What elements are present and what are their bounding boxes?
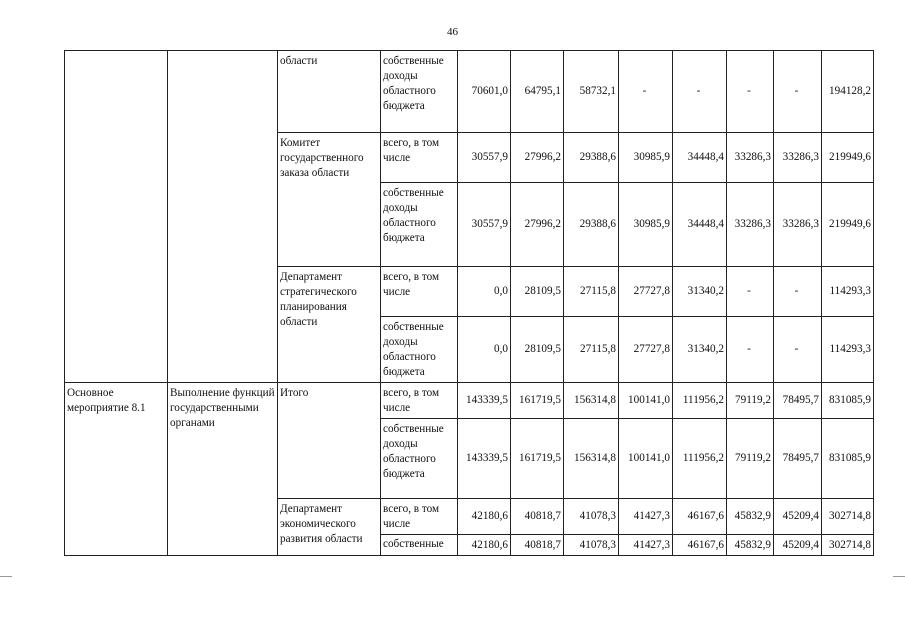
value-cell: 40818,7 bbox=[511, 535, 564, 556]
value-cell: 28109,5 bbox=[511, 267, 564, 317]
value-cell: 45832,9 bbox=[727, 535, 774, 556]
value-cell: 156314,8 bbox=[564, 383, 619, 419]
total-cell: 194128,2 bbox=[822, 51, 874, 133]
source-cell: собственные доходы областного бюджета bbox=[381, 183, 458, 267]
measure-cell bbox=[65, 51, 168, 383]
scan-edge-mark-left bbox=[0, 576, 12, 577]
value-cell: 30557,9 bbox=[458, 183, 511, 267]
total-cell: 831085,9 bbox=[822, 419, 874, 499]
value-cell: 46167,6 bbox=[673, 535, 727, 556]
value-cell: 100141,0 bbox=[619, 419, 673, 499]
value-cell: 42180,6 bbox=[458, 535, 511, 556]
value-cell: 31340,2 bbox=[673, 317, 727, 383]
executor-cell: Департамент стратегического планирования области bbox=[278, 267, 381, 383]
source-cell: всего, в том числе bbox=[381, 499, 458, 535]
table-row bbox=[65, 383, 874, 419]
source-cell: всего, в том числе bbox=[381, 267, 458, 317]
value-cell: 27115,8 bbox=[564, 317, 619, 383]
value-cell: 45209,4 bbox=[774, 535, 822, 556]
value-cell: 30985,9 bbox=[619, 133, 673, 183]
value-cell: 78495,7 bbox=[774, 419, 822, 499]
value-cell: 0,0 bbox=[458, 317, 511, 383]
value-cell: 42180,6 bbox=[458, 499, 511, 535]
value-cell: 33286,3 bbox=[727, 133, 774, 183]
value-cell: 33286,3 bbox=[727, 183, 774, 267]
total-cell: 831085,9 bbox=[822, 383, 874, 419]
value-cell: - bbox=[673, 51, 727, 133]
measure-cell: Основное мероприятие 8.1 bbox=[65, 383, 168, 556]
executor-cell: области bbox=[278, 51, 381, 133]
value-cell: - bbox=[727, 267, 774, 317]
value-cell: 161719,5 bbox=[511, 419, 564, 499]
value-cell: 27727,8 bbox=[619, 267, 673, 317]
value-cell: 40818,7 bbox=[511, 499, 564, 535]
value-cell: 41427,3 bbox=[619, 535, 673, 556]
description-cell bbox=[168, 51, 278, 383]
value-cell: 34448,4 bbox=[673, 133, 727, 183]
value-cell: 70601,0 bbox=[458, 51, 511, 133]
table-row bbox=[65, 51, 874, 133]
value-cell: 143339,5 bbox=[458, 383, 511, 419]
value-cell: 27996,2 bbox=[511, 183, 564, 267]
value-cell: 41078,3 bbox=[564, 499, 619, 535]
value-cell: 58732,1 bbox=[564, 51, 619, 133]
value-cell: 27996,2 bbox=[511, 133, 564, 183]
value-cell: 27727,8 bbox=[619, 317, 673, 383]
total-cell: 302714,8 bbox=[822, 499, 874, 535]
value-cell: 78495,7 bbox=[774, 383, 822, 419]
executor-cell: Комитет государственного заказа области bbox=[278, 133, 381, 267]
value-cell: 29388,6 bbox=[564, 133, 619, 183]
value-cell: 30985,9 bbox=[619, 183, 673, 267]
value-cell: 79119,2 bbox=[727, 419, 774, 499]
source-cell: всего, в том числе bbox=[381, 383, 458, 419]
executor-cell: Департамент экономического развития области bbox=[278, 499, 381, 556]
value-cell: 0,0 bbox=[458, 267, 511, 317]
value-cell: 33286,3 bbox=[774, 133, 822, 183]
value-cell: 45832,9 bbox=[727, 499, 774, 535]
value-cell: 41078,3 bbox=[564, 535, 619, 556]
value-cell: 28109,5 bbox=[511, 317, 564, 383]
source-cell: собственные доходы областного бюджета bbox=[381, 419, 458, 499]
value-cell: 156314,8 bbox=[564, 419, 619, 499]
value-cell: 31340,2 bbox=[673, 267, 727, 317]
total-cell: 219949,6 bbox=[822, 133, 874, 183]
value-cell: - bbox=[774, 267, 822, 317]
value-cell: 33286,3 bbox=[774, 183, 822, 267]
value-cell: 79119,2 bbox=[727, 383, 774, 419]
value-cell: 29388,6 bbox=[564, 183, 619, 267]
description-cell: Выполнение функций государственными органами bbox=[168, 383, 278, 556]
total-cell: 219949,6 bbox=[822, 183, 874, 267]
value-cell: 111956,2 bbox=[673, 383, 727, 419]
value-cell: - bbox=[774, 317, 822, 383]
value-cell: 64795,1 bbox=[511, 51, 564, 133]
value-cell: 34448,4 bbox=[673, 183, 727, 267]
value-cell: 46167,6 bbox=[673, 499, 727, 535]
value-cell: 27115,8 bbox=[564, 267, 619, 317]
value-cell: 45209,4 bbox=[774, 499, 822, 535]
budget-table bbox=[64, 50, 874, 556]
value-cell: - bbox=[774, 51, 822, 133]
total-cell: 302714,8 bbox=[822, 535, 874, 556]
value-cell: - bbox=[727, 51, 774, 133]
value-cell: 41427,3 bbox=[619, 499, 673, 535]
total-cell: 114293,3 bbox=[822, 267, 874, 317]
page-number: 46 bbox=[447, 26, 458, 38]
scan-edge-mark-right bbox=[893, 576, 905, 577]
value-cell: - bbox=[619, 51, 673, 133]
value-cell: 143339,5 bbox=[458, 419, 511, 499]
source-cell: всего, в том числе bbox=[381, 133, 458, 183]
value-cell: - bbox=[727, 317, 774, 383]
value-cell: 100141,0 bbox=[619, 383, 673, 419]
total-cell: 114293,3 bbox=[822, 317, 874, 383]
source-cell: собственные доходы областного бюджета bbox=[381, 51, 458, 133]
value-cell: 111956,2 bbox=[673, 419, 727, 499]
value-cell: 30557,9 bbox=[458, 133, 511, 183]
executor-cell: Итого bbox=[278, 383, 381, 499]
value-cell: 161719,5 bbox=[511, 383, 564, 419]
source-cell: собственные bbox=[381, 535, 458, 556]
source-cell: собственные доходы областного бюджета bbox=[381, 317, 458, 383]
